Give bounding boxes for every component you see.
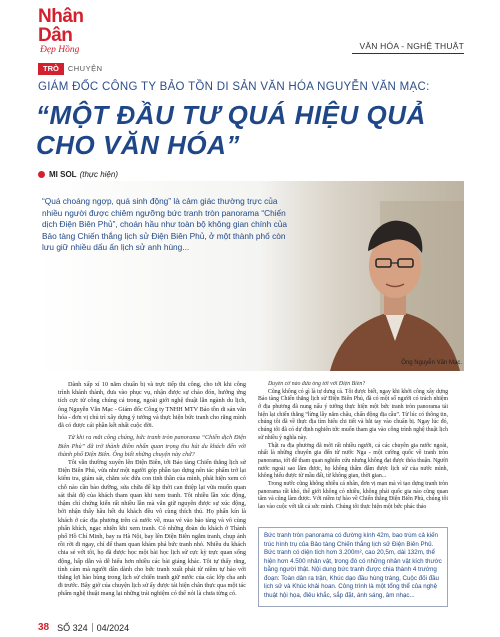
body-column-1 <box>58 381 246 599</box>
title-line-2: CHO VĂN HÓA” <box>36 130 240 160</box>
portrait-photo <box>300 181 464 371</box>
author-name: MI SOL <box>49 170 77 179</box>
byline <box>38 170 118 179</box>
title-line-1: “MỘT ĐẦU TƯ QUÁ HIỆU QUẢ <box>36 100 426 130</box>
logo-main-text: Nhân Dân <box>38 6 84 46</box>
issue-number: SỐ 324 <box>57 622 88 633</box>
paragraph: Thật ra địa phương đã mời rất nhiều người, cả các chuyên gia nước ngoài, nhất là những chuyên gia đến từ nước Nga - một cường quốc về tranh tròn panorama, tới để tham quan nghiên cứu nhưng không đạt được thỏa thuận. Người nước ngoài sao lăm được, họ không thấm đẫm được lịch sử của nước mình, không hiểu được từ mầu đất, từ không gian, thời gian... <box>258 442 448 480</box>
category-tag-secondary: CHUYỆN <box>67 64 103 73</box>
paragraph: Trong nước cũng không nhiều cá nhân, đơn vị mạn mà vì tạo dựng tranh tròn panorama rất khó, thế giới không có nhiều, không phải quốc gia nào cũng quan tâm và cũng làm được. Với niềm tự hào về Chiến thắng Điện Biên Phủ, chúng tôi lao vào cuộc với tất cả sức mình. Chúng tôi thực hiện một bức phác thảo <box>258 480 448 510</box>
paragraph: Cũng không có gì là tự dưng cả. Tôi được biết, ngay khi khởi công xây dựng Bảo tàng Chiến thắng lịch sử Điện Biên Phủ, đã có một số người có trách nhiệm ở địa phương đã nung nấu ý tưởng thực hiện một bức tranh tròn panorama tái hiện lại chiến thắng “lừng lẫy năm châu, chấn động địa cầu”. Từ lúc có thông tin, chúng tôi đã về thực địa tìm hiểu chi tiết và bắt tay vào chuẩn bị. Ngay lúc đó, chúng tôi đã có dự định nghiên tức muốn tham gia vào công trình nghệ thuật lịch sử nhiều ý nghĩa này. <box>258 388 448 441</box>
category-tag-primary: TRÒ <box>38 63 64 75</box>
question: Duyên cớ nào đưa ông tới với Điện Biên? <box>268 381 366 387</box>
logo-sub-text: Đẹp Hồng <box>40 45 80 55</box>
issue-date: 04/2024 <box>96 622 130 633</box>
body-column-2 <box>258 381 448 512</box>
page-footer <box>38 622 129 633</box>
article-lead: “Quá choáng ngợp, quá sinh động” là cảm giác thường trực của nhiều người được chiêm ngưỡng bức tranh tròn panorama “Chiến dịch Điện Biên Phủ”, choán hầu như toàn bộ không gian chính của Bảo tàng Chiến thắng lịch sử Điện Biên Phủ, ở một thành phố còn lưu giữ nhiều dấu ấn lịch sử anh hùng... <box>42 196 287 253</box>
paragraph: Dành xấp xỉ 10 năm chuẩn bị và trực tiếp thi công, cho tới khi công trình khánh thành, đưa vào phục vụ, nhận được sự chào đón, hưởng ứng tích cực từ công chúng cả trong, ngoài giới nghệ thuật lẫn ngành du lịch, ông Nguyễn Văn Mạc - Giám đốc Công ty TNHH MTV Bảo tồn di sản văn hóa - đơn vị chủ trì xây dựng ý tưởng và thực hiện bức tranh cho rằng mình đã có được cái phần kết nhất cuộc đời. <box>58 381 246 430</box>
page-number: 38 <box>38 622 50 633</box>
category-tag <box>38 63 107 75</box>
byline-bullet-icon <box>38 171 45 178</box>
author-role: (thực hiện) <box>79 170 118 179</box>
article-pretitle: GIÁM ĐỐC CÔNG TY BẢO TỒN DI SẢN VĂN HÓA NGUYỄN VĂN MẠC: <box>38 81 430 93</box>
question: Từ khi ra mắt công chúng, bức tranh tròn panorama “Chiến dịch Điện Biên Phủ” đã trở thành điểm nhấn quan trọng thu hút du khách đến với thành phố Điện Biên. Ông biết những chuyện này chứ? <box>58 434 246 458</box>
fact-box: Bức tranh tròn panorama có đường kính 42m, bao trùm cả kiến trúc hình trụ của Bảo tàng Chiến thắng lịch sử Điện Biên Phủ. Bức tranh có diện tích hơn 3.200m², cao 20,5m, dài 132m, thể hiện hơn 4.500 nhân vật, trong đó có những nhân vật kích thước bằng người thật. Nội dung bức tranh được chia thành 4 trường đoạn: Toàn dân ra trận, Khúc dạo đầu hùng tráng, Cuộc đối đầu lịch sử và Khúc khải hoan. Công trình là một tổng thể của nghệ thuật hội họa, điêu khắc, sắp đặt, ánh sáng, âm nhạc... <box>258 527 448 607</box>
section-divider <box>352 53 464 54</box>
paragraph: Tôi vẫn thường xuyên lên Điện Biên, tới Bảo tàng Chiến thắng lịch sử Điện Biên Phủ, vừa như một người góp phần tạo dựng nên tác phẩm trở lại kiểm tra, giám sát, chăm sóc đứa con tinh thần của mình, phát hiện xem có chỗ nào cần bảo dưỡng, sửa chữa để kịp thời can thiệp lại vừa muốn quan sát thái độ của khách tham quan khi xem tranh. Tôi nhiều lần xúc động, thậm chí chứng kiến rất nhiều lần mà vẫn giữ nguyên được sự xúc động, bởi nhận thấy hầu hết du khách đều vô cùng thích thú. Họ phấn kín là khách ở các địa phương trên cả nước về, mua vé vào bảo tàng và vô cùng phấn khích, ngạc nhiên khi xem tranh. Có những đoàn du khách ở Thành phố Hồ Chí Minh, bay ra Hà Nội, bay lên Điện Biên ngắm tranh, chụp ảnh rồi rời đi ngay, chỉ để tham quan khám phá bức tranh nhỏ. Nhiều du khách chia sẻ với tôi, họ đã được học một bài học lịch sử cực kỳ trực quan sống động, hấp dẫn và dễ hiểu hơn nhiều các bài giảng khác. Tôi tự thấy rằng, tình cảm mà người dân dành cho bức tranh xuất phát từ niềm tự hào với thắng lợi hào hùng trong lịch sử chiến tranh giữ nước của các lớp cha anh đi trước. Bây giờ của chuyện lịch sử ấy được tái hiện chân thực qua một tác phẩm nghệ thuật mang lại những trải nghiệm có thể nói là chưa từng có. <box>58 458 246 598</box>
article-title <box>36 100 476 160</box>
masthead-logo <box>38 7 118 55</box>
footer-divider <box>92 623 93 632</box>
photo-caption: Ông Nguyễn Văn Mạc. <box>401 360 462 366</box>
section-label: VĂN HÓA - NGHỆ THUẬT <box>359 41 464 51</box>
